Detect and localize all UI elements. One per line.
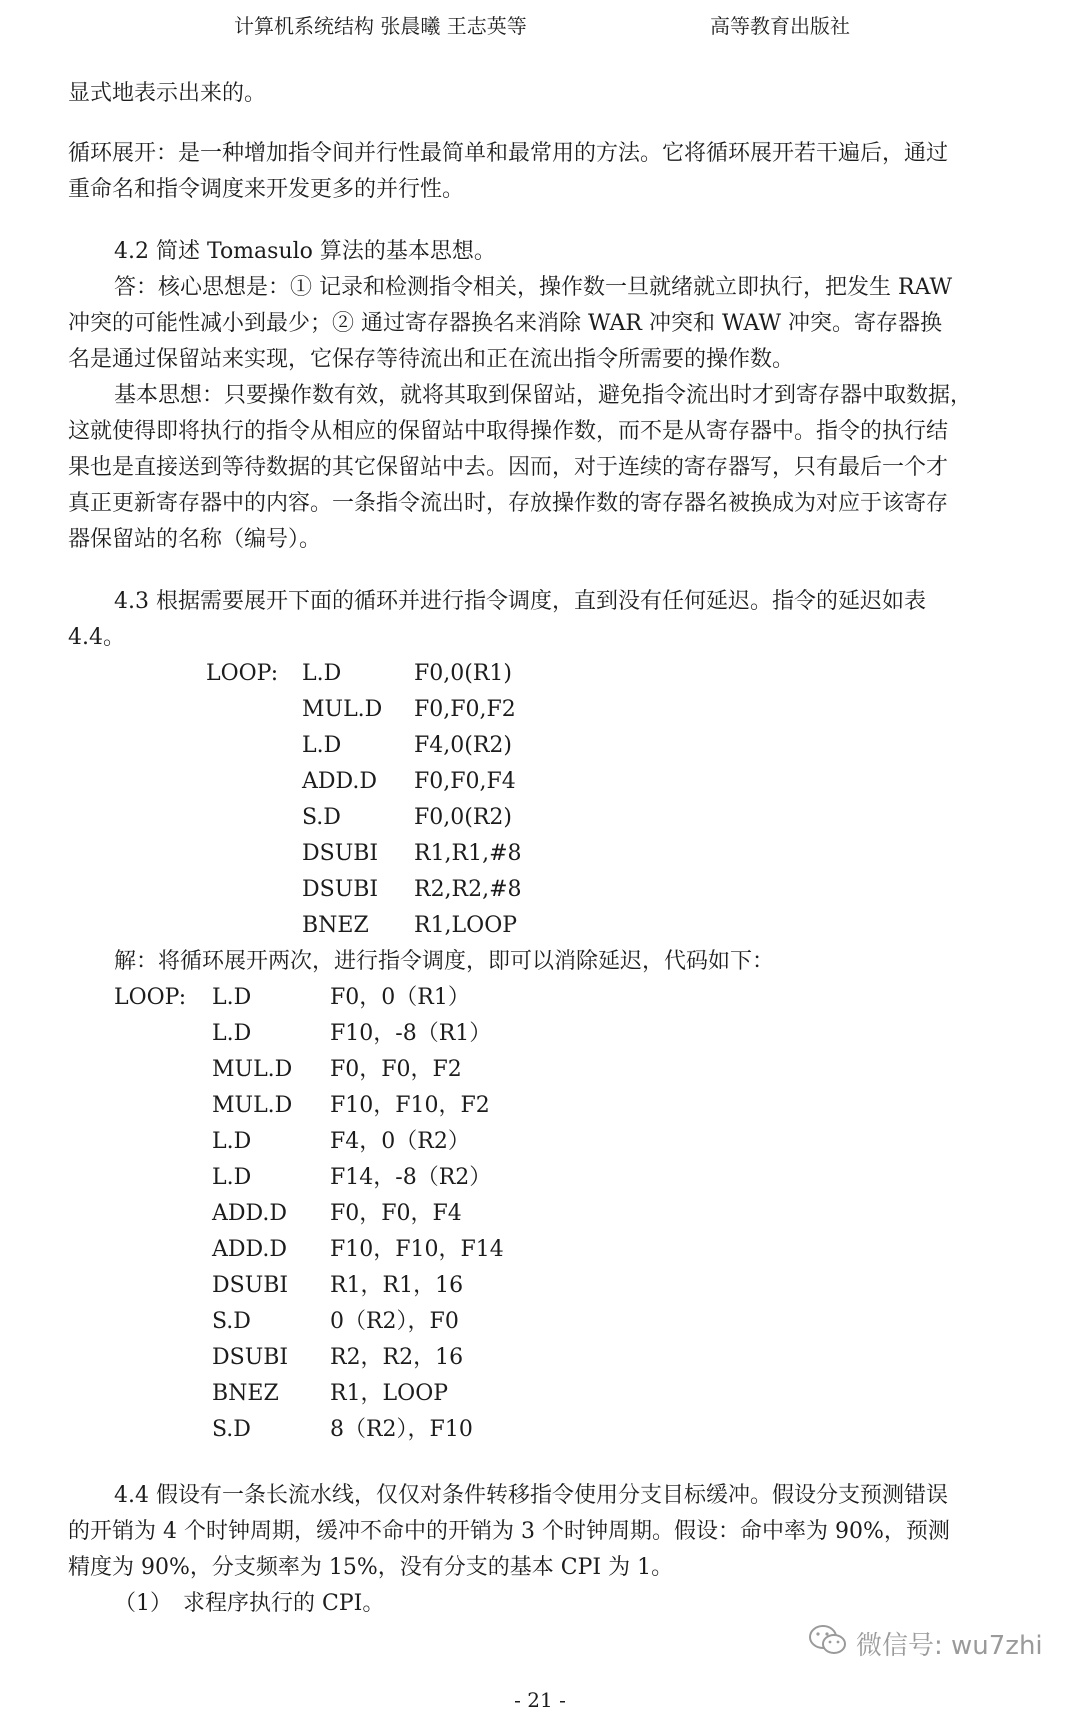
code-line bbox=[0, 1268, 700, 1304]
answer-line: 解：将循环展开两次，进行指令调度，即可以消除延迟，代码如下： bbox=[114, 949, 775, 974]
sub-question-1: （1） 求程序执行的 CPI。 bbox=[114, 1591, 385, 1616]
code-opcode: L.D bbox=[212, 985, 252, 1010]
paragraph-line: 4.4。 bbox=[68, 625, 125, 650]
code-line bbox=[0, 872, 700, 908]
code-line bbox=[0, 1232, 700, 1268]
code-opcode: DSUBI bbox=[212, 1273, 289, 1298]
code-line bbox=[0, 1340, 700, 1376]
code-operands: R1,R1,#8 bbox=[414, 841, 522, 866]
paragraph-line: 显式地表示出来的。 bbox=[68, 81, 267, 106]
code-line bbox=[0, 764, 700, 800]
paragraph-line: 果也是直接送到等待数据的其它保留站中去。因而，对于连续的寄存器写，只有最后一个才 bbox=[68, 455, 949, 480]
code-operands: F4，0（R2） bbox=[330, 1129, 470, 1154]
paragraph-line: 基本思想：只要操作数有效，就将其取到保留站，避免指令流出时才到寄存器中取数据， bbox=[114, 383, 973, 408]
paragraph-line: 重命名和指令调度来开发更多的并行性。 bbox=[68, 177, 465, 202]
code-line bbox=[0, 1196, 700, 1232]
paragraph-line: 精度为 90%，分支频率为 15%，没有分支的基本 CPI 为 1。 bbox=[68, 1555, 674, 1580]
code-operands: F0,F0,F2 bbox=[414, 697, 516, 722]
page-number: - 21 - bbox=[514, 1688, 566, 1712]
code-line bbox=[0, 1412, 700, 1448]
paragraph-line: 循环展开：是一种增加指令间并行性最简单和最常用的方法。它将循环展开若干遍后，通过 bbox=[68, 141, 949, 166]
code-line bbox=[0, 1088, 700, 1124]
code-line bbox=[0, 692, 700, 728]
code-line bbox=[0, 1376, 700, 1412]
code-operands: F14，-8（R2） bbox=[330, 1165, 492, 1190]
code-opcode: L.D bbox=[302, 733, 342, 758]
code-operands: F0,0(R2) bbox=[414, 805, 512, 830]
code-line bbox=[0, 1304, 700, 1340]
code-line bbox=[0, 656, 700, 692]
paragraph-line: 真正更新寄存器中的内容。一条指令流出时，存放操作数的寄存器名被换成为对应于该寄存 bbox=[68, 491, 949, 516]
header-left: 计算机系统结构 张晨曦 王志英等 bbox=[234, 14, 527, 38]
code-label: LOOP: bbox=[206, 661, 279, 686]
paragraph-line: 的开销为 4 个时钟周期，缓冲不命中的开销为 3 个时钟周期。假设：命中率为 90%，预测 bbox=[68, 1519, 950, 1544]
code-operands: R1，LOOP bbox=[330, 1381, 449, 1406]
question-4-4: 4.4 假设有一条长流水线，仅仅对条件转移指令使用分支目标缓冲。假设分支预测错误 bbox=[114, 1483, 948, 1508]
code-opcode: DSUBI bbox=[302, 841, 379, 866]
code-opcode: L.D bbox=[212, 1129, 252, 1154]
code-opcode: L.D bbox=[212, 1021, 252, 1046]
watermark bbox=[808, 1623, 1043, 1664]
code-operands: F10，F10，F2 bbox=[330, 1093, 490, 1118]
code-opcode: S.D bbox=[212, 1417, 251, 1442]
code-operands: R1，R1，16 bbox=[330, 1273, 464, 1298]
code-opcode: MUL.D bbox=[212, 1093, 293, 1118]
code-operands: F10，F10，F14 bbox=[330, 1237, 504, 1262]
header-right: 高等教育出版社 bbox=[710, 14, 850, 38]
code-opcode: DSUBI bbox=[302, 877, 379, 902]
question-4-2: 4.2 简述 Tomasulo 算法的基本思想。 bbox=[114, 239, 496, 264]
code-line bbox=[0, 1016, 700, 1052]
code-opcode: DSUBI bbox=[212, 1345, 289, 1370]
code-line bbox=[0, 800, 700, 836]
code-operands: F0，F0，F2 bbox=[330, 1057, 462, 1082]
code-line bbox=[0, 728, 700, 764]
code-line bbox=[0, 1160, 700, 1196]
code-operands: R2,R2,#8 bbox=[414, 877, 522, 902]
page-header bbox=[0, 10, 1080, 44]
code-line bbox=[0, 980, 700, 1016]
code-opcode: ADD.D bbox=[212, 1237, 288, 1262]
code-opcode: MUL.D bbox=[212, 1057, 293, 1082]
code-opcode: L.D bbox=[212, 1165, 252, 1190]
code-operands: 8（R2），F10 bbox=[330, 1417, 473, 1442]
wechat-icon bbox=[808, 1623, 848, 1664]
code-operands: F0，F0，F4 bbox=[330, 1201, 462, 1226]
code-opcode: MUL.D bbox=[302, 697, 383, 722]
paragraph-line: 冲突的可能性减小到最少；② 通过寄存器换名来消除 WAR 冲突和 WAW 冲突。寄存器换 bbox=[68, 311, 943, 336]
paragraph-line: 这就使得即将执行的指令从相应的保留站中取得操作数，而不是从寄存器中。指令的执行结 bbox=[68, 419, 949, 444]
code-operands: R2，R2，16 bbox=[330, 1345, 464, 1370]
code-operands: F10，-8（R1） bbox=[330, 1021, 492, 1046]
code-line bbox=[0, 1052, 700, 1088]
paragraph-line: 器保留站的名称（编号）。 bbox=[68, 527, 322, 552]
code-operands: F0,0(R1) bbox=[414, 661, 512, 686]
paragraph-line: 名是通过保留站来实现，它保存等待流出和正在流出指令所需要的操作数。 bbox=[68, 347, 795, 372]
code-operands: 0（R2），F0 bbox=[330, 1309, 459, 1334]
code-opcode: S.D bbox=[302, 805, 341, 830]
code-opcode: BNEZ bbox=[212, 1381, 279, 1406]
code-opcode: ADD.D bbox=[302, 769, 378, 794]
code-opcode: ADD.D bbox=[212, 1201, 288, 1226]
code-opcode: BNEZ bbox=[302, 913, 369, 938]
code-operands: R1,LOOP bbox=[414, 913, 518, 938]
code-operands: F4,0(R2) bbox=[414, 733, 512, 758]
code-operands: F0，0（R1） bbox=[330, 985, 470, 1010]
code-line bbox=[0, 908, 700, 944]
question-4-3: 4.3 根据需要展开下面的循环并进行指令调度，直到没有任何延迟。指令的延迟如表 bbox=[114, 589, 926, 614]
code-line bbox=[0, 1124, 700, 1160]
code-opcode: L.D bbox=[302, 661, 342, 686]
code-label: LOOP: bbox=[114, 985, 187, 1010]
paragraph-line: 答：核心思想是：① 记录和检测指令相关，操作数一旦就绪就立即执行，把发生 RAW bbox=[114, 275, 953, 300]
code-line bbox=[0, 836, 700, 872]
code-opcode: S.D bbox=[212, 1309, 251, 1334]
code-operands: F0,F0,F4 bbox=[414, 769, 516, 794]
watermark-text: 微信号: wu7zhi bbox=[856, 1631, 1043, 1661]
